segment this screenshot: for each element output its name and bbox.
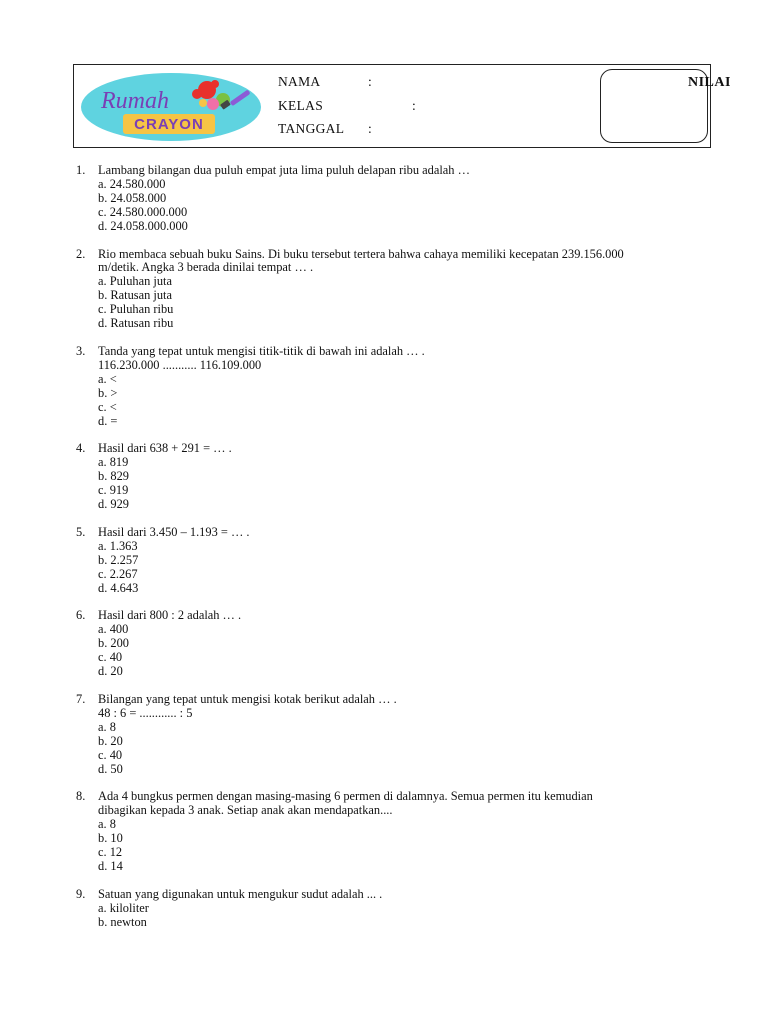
name-label: NAMA bbox=[278, 74, 321, 89]
answer-option: a. 819 bbox=[98, 455, 129, 470]
logo-text-rumah: Rumah bbox=[101, 88, 169, 114]
answer-option: a. < bbox=[98, 371, 117, 386]
class-label: KELAS bbox=[278, 98, 323, 113]
question-body bbox=[98, 442, 698, 512]
answer-option: d. 14 bbox=[98, 858, 123, 873]
question-item bbox=[0, 790, 768, 873]
question-item bbox=[0, 164, 768, 234]
question-text: Hasil dari 800 : 2 adalah … . bbox=[98, 608, 242, 623]
answer-option: b. 24.058.000 bbox=[98, 190, 167, 205]
class-field bbox=[278, 98, 417, 114]
question-item bbox=[0, 693, 768, 776]
question-body bbox=[98, 345, 698, 428]
answer-option: b. 829 bbox=[98, 469, 129, 484]
question-text: 116.230.000 ........... 116.109.000 bbox=[98, 357, 262, 372]
question-body bbox=[98, 693, 698, 776]
question-text: Tanda yang tepat untuk mengisi titik-titik di bawah ini adalah … . bbox=[98, 343, 425, 358]
question-number: 1. bbox=[76, 163, 86, 177]
answer-option: b. 2.257 bbox=[98, 552, 139, 567]
question-text: Hasil dari 3.450 – 1.193 = … . bbox=[98, 524, 250, 539]
answer-option: d. 50 bbox=[98, 761, 123, 776]
question-body bbox=[98, 609, 698, 679]
answer-option: a. 24.580.000 bbox=[98, 176, 166, 191]
answer-option: c. 40 bbox=[98, 747, 123, 762]
question-body bbox=[98, 248, 698, 331]
question-text: m/detik. Angka 3 berada dinilai tempat … . bbox=[98, 260, 314, 275]
answer-option: b. newton bbox=[98, 914, 147, 929]
question-number: 5. bbox=[76, 524, 86, 539]
question-number: 2. bbox=[76, 246, 86, 261]
question-text: 48 : 6 = ............ : 5 bbox=[98, 705, 193, 720]
answer-option: b. 200 bbox=[98, 636, 129, 651]
date-colon: : bbox=[368, 121, 373, 136]
answer-option: a. 8 bbox=[98, 817, 116, 832]
answer-option: d. 20 bbox=[98, 664, 123, 679]
question-text: Ada 4 bungkus permen dengan masing-masing 6 permen di dalamnya. Semua permen itu kemudian bbox=[98, 789, 593, 804]
question-text: dibagikan kepada 3 anak. Setiap anak akan mendapatkan.... bbox=[98, 803, 393, 818]
answer-option: a. 1.363 bbox=[98, 538, 138, 553]
date-label: TANGGAL bbox=[278, 121, 345, 136]
question-number: 3. bbox=[76, 343, 86, 358]
question-text: Hasil dari 638 + 291 = … . bbox=[98, 441, 232, 456]
class-colon: : bbox=[412, 98, 417, 113]
answer-option: a. 8 bbox=[98, 719, 116, 734]
question-text: Rio membaca sebuah buku Sains. Di buku tersebut tertera bahwa cahaya memiliki kecepatan 239.156.000 bbox=[98, 246, 624, 261]
answer-option: a. kiloliter bbox=[98, 900, 149, 915]
answer-option: d. Ratusan ribu bbox=[98, 316, 174, 331]
question-body bbox=[98, 526, 698, 596]
answer-option: c. 2.267 bbox=[98, 566, 138, 581]
answer-option: c. 24.580.000.000 bbox=[98, 204, 188, 219]
question-number: 6. bbox=[76, 608, 86, 623]
answer-option: c. 919 bbox=[98, 483, 129, 498]
score-label: NILAI bbox=[688, 75, 731, 90]
question-item bbox=[0, 609, 768, 679]
answer-option: b. Ratusan juta bbox=[98, 288, 172, 303]
header-box bbox=[73, 64, 731, 148]
answer-option: c. 40 bbox=[98, 650, 123, 665]
rumah-crayon-logo bbox=[79, 70, 264, 142]
answer-option: a. Puluhan juta bbox=[98, 274, 172, 289]
question-number: 4. bbox=[76, 441, 86, 456]
question-number: 7. bbox=[76, 692, 86, 706]
name-field bbox=[278, 74, 373, 90]
answer-option: b. 10 bbox=[98, 831, 123, 846]
question-body bbox=[98, 888, 698, 930]
answer-option: c. 12 bbox=[98, 845, 123, 860]
logo-text-crayon: CRAYON bbox=[134, 116, 204, 133]
question-body bbox=[98, 790, 698, 873]
date-field bbox=[278, 121, 373, 137]
question-number: 9. bbox=[76, 886, 86, 901]
answer-option: c. < bbox=[98, 399, 117, 414]
question-item bbox=[0, 888, 768, 930]
question-text: Satuan yang digunakan untuk mengukur sudut adalah ... . bbox=[98, 886, 383, 901]
answer-option: d. = bbox=[98, 413, 118, 428]
question-text: Lambang bilangan dua puluh empat juta lima puluh delapan ribu adalah … bbox=[98, 163, 470, 177]
question-item bbox=[0, 526, 768, 596]
answer-option: d. 24.058.000.000 bbox=[98, 218, 188, 233]
answer-option: b. 20 bbox=[98, 733, 123, 748]
answer-option: a. 400 bbox=[98, 622, 129, 637]
answer-option: b. > bbox=[98, 385, 118, 400]
answer-option: d. 929 bbox=[98, 497, 129, 512]
question-item bbox=[0, 345, 768, 428]
question-list bbox=[0, 164, 768, 944]
answer-option: c. Puluhan ribu bbox=[98, 302, 174, 317]
answer-option: d. 4.643 bbox=[98, 580, 139, 595]
question-number: 8. bbox=[76, 789, 86, 804]
name-colon: : bbox=[368, 74, 373, 89]
question-text: Bilangan yang tepat untuk mengisi kotak berikut adalah … . bbox=[98, 692, 397, 706]
question-body bbox=[98, 164, 698, 234]
question-item bbox=[0, 248, 768, 331]
question-item bbox=[0, 442, 768, 512]
